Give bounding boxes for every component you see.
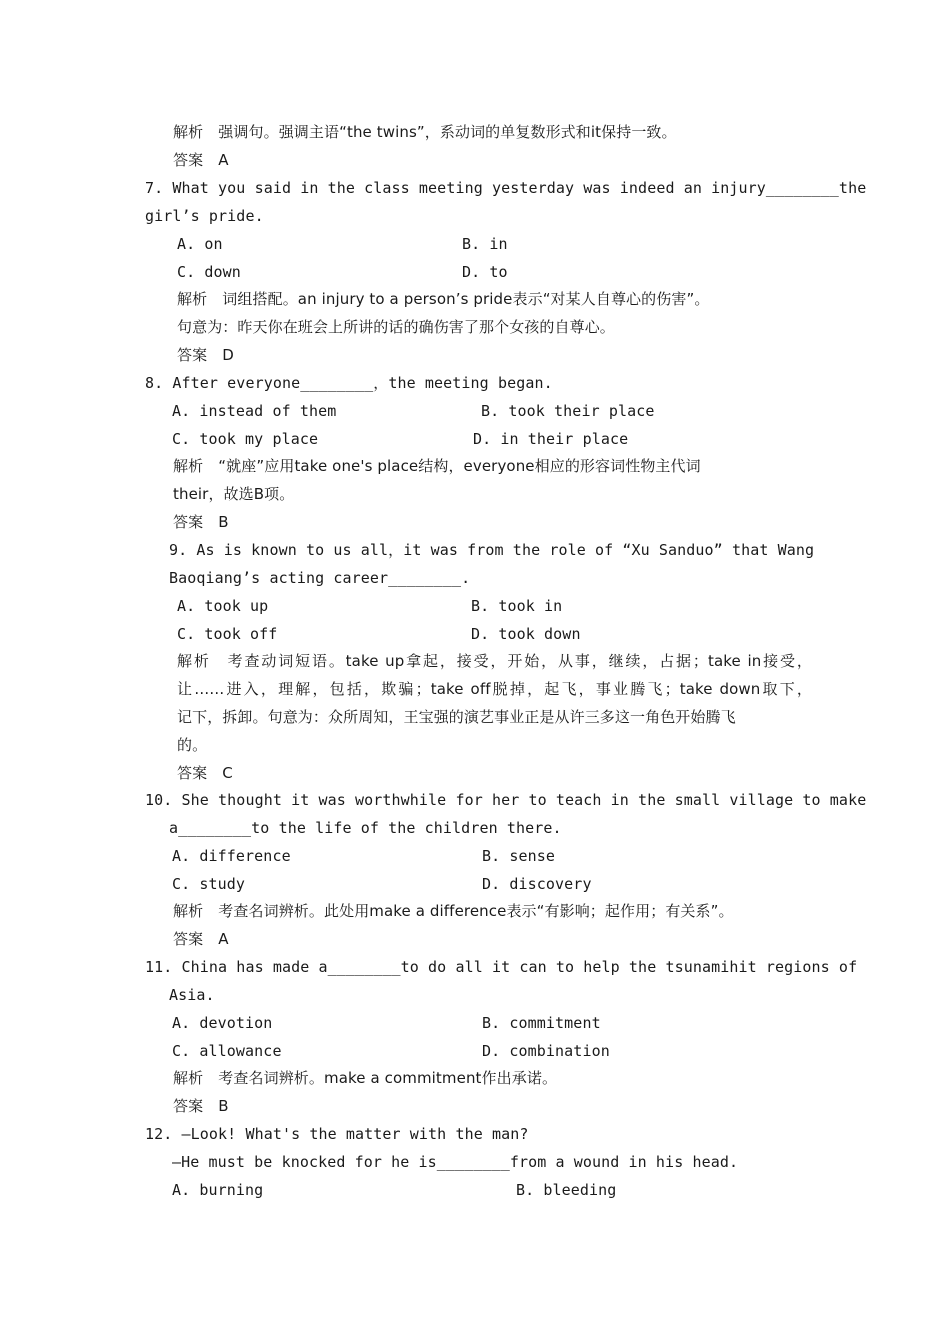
q8-option-a: A. instead of them	[172, 402, 337, 420]
q11-stem-line-1: 11. China has made a________to do all it can to help the tsunamihit regions of	[145, 958, 858, 976]
q7-analysis-line-2: 句意为：昨天你在班会上所讲的话的确伤害了那个女孩的自尊心。	[177, 318, 615, 336]
q9-analysis-line-3: 记下，拆卸。句意为：众所周知，王宝强的演艺事业正是从许三多这一角色开始腾飞	[177, 708, 736, 726]
q7-analysis-line-1: 解析 词组搭配。an injury to a person’s pride表示“对某人自尊心的伤害”。	[177, 290, 710, 308]
q8-option-c: C. took my place	[172, 430, 319, 448]
q9-analysis-line-2: 让……进入，理解，包括，欺骗；take off脱掉，起飞，事业腾飞；take down取下，	[177, 680, 812, 698]
q11-option-a: A. devotion	[172, 1014, 273, 1032]
q12-option-b: B. bleeding	[516, 1181, 617, 1199]
q10-option-a: A. difference	[172, 847, 291, 865]
q10-option-c: C. study	[172, 875, 246, 893]
q12-option-a: A. burning	[172, 1181, 264, 1199]
q8-option-b: B. took their place	[481, 402, 655, 420]
q10-stem-line-2: a________to the life of the children there.	[169, 819, 562, 837]
q9-analysis-line-4: 的。	[177, 736, 208, 754]
q9-stem-line-1: 9. As is known to us all，it was from the role of “Xu Sanduo” that Wang	[169, 541, 815, 559]
q12-stem-line-2: —He must be knocked for he is________from a wound in his head.	[172, 1153, 739, 1171]
q7-stem-line-2: girl’s pride.	[145, 207, 264, 225]
q6-answer: 答案 A	[173, 151, 229, 169]
q9-option-d: D. took down	[471, 625, 581, 643]
q12-stem-line-1: 12. —Look! What's the matter with the man?	[145, 1125, 529, 1143]
q7-option-a: A. on	[177, 235, 223, 253]
q9-option-c: C. took off	[177, 625, 278, 643]
q11-stem-line-2: Asia.	[169, 986, 215, 1004]
q7-option-d: D. to	[462, 263, 508, 281]
q9-analysis-line-1: 解析 考查动词短语。take up拿起，接受，开始，从事，继续，占据；take in接受，	[177, 652, 812, 670]
q8-analysis-line-2: their，故选B项。	[173, 485, 295, 503]
q9-option-a: A. took up	[177, 597, 269, 615]
q8-option-d: D. in their place	[473, 430, 629, 448]
q9-option-b: B. took in	[471, 597, 563, 615]
q8-analysis-line-1: 解析 “就座”应用take one's place结构，everyone相应的形容词性物主代词	[173, 457, 701, 475]
q7-stem-line-1: 7. What you said in the class meeting yesterday was indeed an injury________the	[145, 179, 867, 197]
q10-stem-line-1: 10. She thought it was worthwhile for her to teach in the small village to make	[145, 791, 867, 809]
q11-analysis-line-1: 解析 考查名词辨析。make a commitment作出承诺。	[173, 1069, 558, 1087]
q8-stem-line-1: 8. After everyone________，the meeting began.	[145, 374, 553, 392]
q11-option-b: B. commitment	[482, 1014, 601, 1032]
q11-option-d: D. combination	[482, 1042, 610, 1060]
q10-answer: 答案 A	[173, 930, 229, 948]
q11-option-c: C. allowance	[172, 1042, 282, 1060]
q6-analysis: 解析 强调句。强调主语“the twins”，系动词的单复数形式和it保持一致。	[173, 123, 677, 141]
q10-analysis-line-1: 解析 考查名词辨析。此处用make a difference表示“有影响；起作用；有关系”。	[173, 902, 734, 920]
q10-option-d: D. discovery	[482, 875, 592, 893]
q7-option-b: B. in	[462, 235, 508, 253]
q9-stem-line-2: Baoqiang’s acting career________.	[169, 569, 471, 587]
q9-answer: 答案 C	[177, 764, 233, 782]
q7-option-c: C. down	[177, 263, 241, 281]
q10-option-b: B. sense	[482, 847, 556, 865]
q7-answer: 答案 D	[177, 346, 234, 364]
q8-answer: 答案 B	[173, 513, 229, 531]
q11-answer: 答案 B	[173, 1097, 229, 1115]
